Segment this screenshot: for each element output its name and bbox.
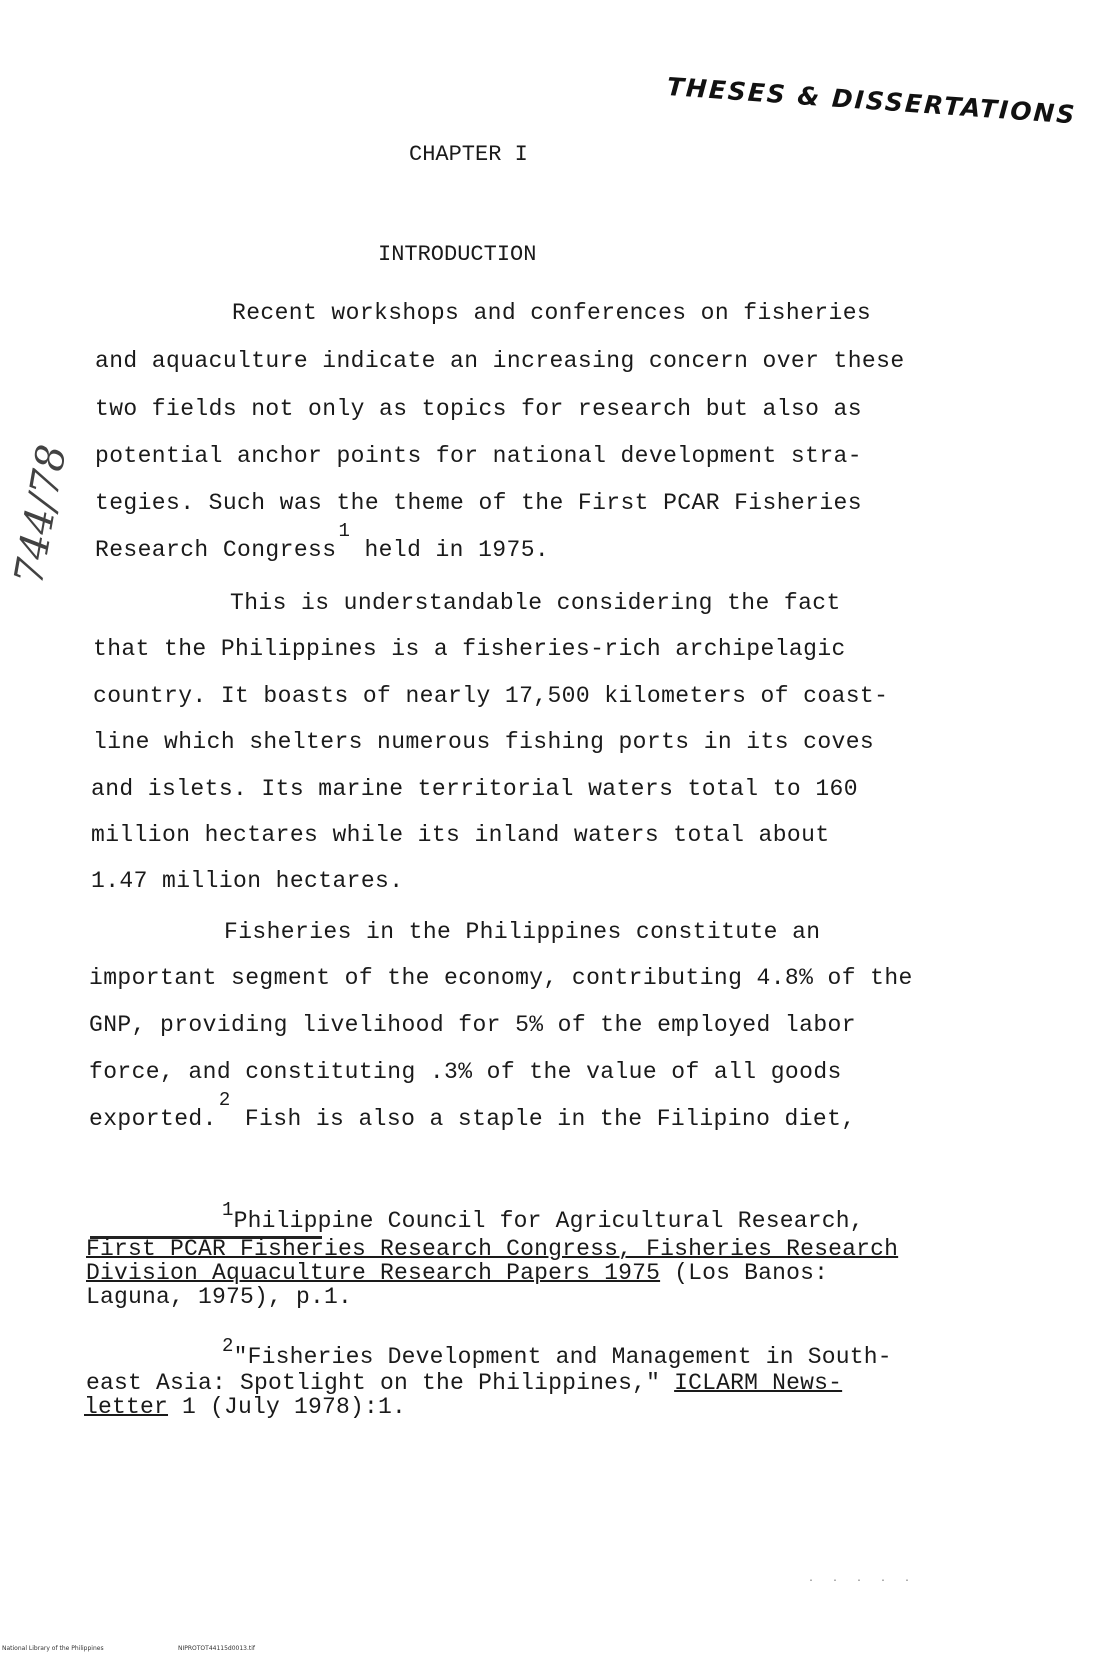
footnote-ref-2: 2 [218, 1089, 231, 1111]
footnote-text: 1 (July 1978):1. [168, 1394, 407, 1420]
footnote-title: letter [84, 1394, 169, 1420]
body-line: Fisheries in the Philippines constitute an [224, 919, 821, 945]
body-line: This is understandable considering the fact [230, 590, 841, 616]
body-line [89, 1089, 856, 1132]
body-line: and islets. Its marine territorial waters total to 160 [91, 776, 858, 802]
footnote-title: Division Aquaculture Research Papers 1975 [86, 1260, 661, 1286]
body-text-fragment: exported. [89, 1106, 217, 1132]
theses-dissertations-stamp: THESES & DISSERTATIONS [665, 72, 1078, 130]
footnote-marker: 1 [222, 1199, 234, 1221]
page-footer-filename: NIPROTOT44115d0013.tif [178, 1645, 256, 1652]
footnote-text: Philippine Council for Agricultural Research, [233, 1208, 864, 1234]
body-text-fragment: held in 1975. [364, 537, 550, 563]
footnote-ref-1: 1 [338, 520, 351, 542]
body-line: that the Philippines is a fisheries-rich archipelagic [93, 636, 846, 662]
body-line: million hectares while its inland waters total about [91, 822, 830, 848]
body-line: important segment of the economy, contributing 4.8% of the [89, 965, 913, 991]
footnote-line [86, 1262, 828, 1285]
body-line: line which shelters numerous fishing ports in its coves [93, 729, 875, 755]
footnote-line [86, 1372, 842, 1395]
handwritten-margin-note: 744/78 [6, 441, 76, 588]
footnote-line [222, 1335, 892, 1370]
footnote-line: Laguna, 1975), p.1. [86, 1284, 353, 1310]
body-text-fragment: Research Congress [95, 537, 337, 563]
footnote-line [222, 1199, 864, 1234]
body-line: 1.47 million hectares. [91, 868, 404, 894]
scan-specks: · · · · · [808, 1576, 917, 1587]
footnote-line: First PCAR Fisheries Research Congress, Fisheries Research [86, 1236, 899, 1262]
page-footer-library: National Library of the Philippines [2, 1645, 104, 1652]
body-line: potential anchor points for national development stra- [95, 443, 862, 469]
section-title: INTRODUCTION [378, 242, 537, 267]
body-line: tegies. Such was the theme of the First PCAR Fisheries [95, 490, 862, 516]
footnote-marker: 2 [222, 1335, 234, 1357]
body-line: GNP, providing livelihood for 5% of the employed labor [89, 1012, 856, 1038]
body-line: and aquaculture indicate an increasing concern over these [95, 348, 905, 374]
body-line: two fields not only as topics for research but also as [95, 396, 862, 422]
footnote-title: ICLARM News- [674, 1370, 843, 1396]
chapter-heading: CHAPTER I [409, 142, 528, 167]
body-line: Recent workshops and conferences on fisheries [232, 300, 872, 326]
body-line: country. It boasts of nearly 17,500 kilometers of coast- [93, 683, 889, 709]
footnote-text: east Asia: Spotlight on the Philippines," [86, 1370, 675, 1396]
body-line: force, and constituting .3% of the value of all goods [89, 1059, 842, 1085]
footnote-text: "Fisheries Development and Management in South- [233, 1344, 892, 1370]
footnote-text: (Los Banos: [660, 1260, 829, 1286]
body-line [95, 520, 550, 563]
body-text-fragment: Fish is also a staple in the Filipino diet, [244, 1106, 856, 1132]
footnote-line [84, 1396, 406, 1419]
